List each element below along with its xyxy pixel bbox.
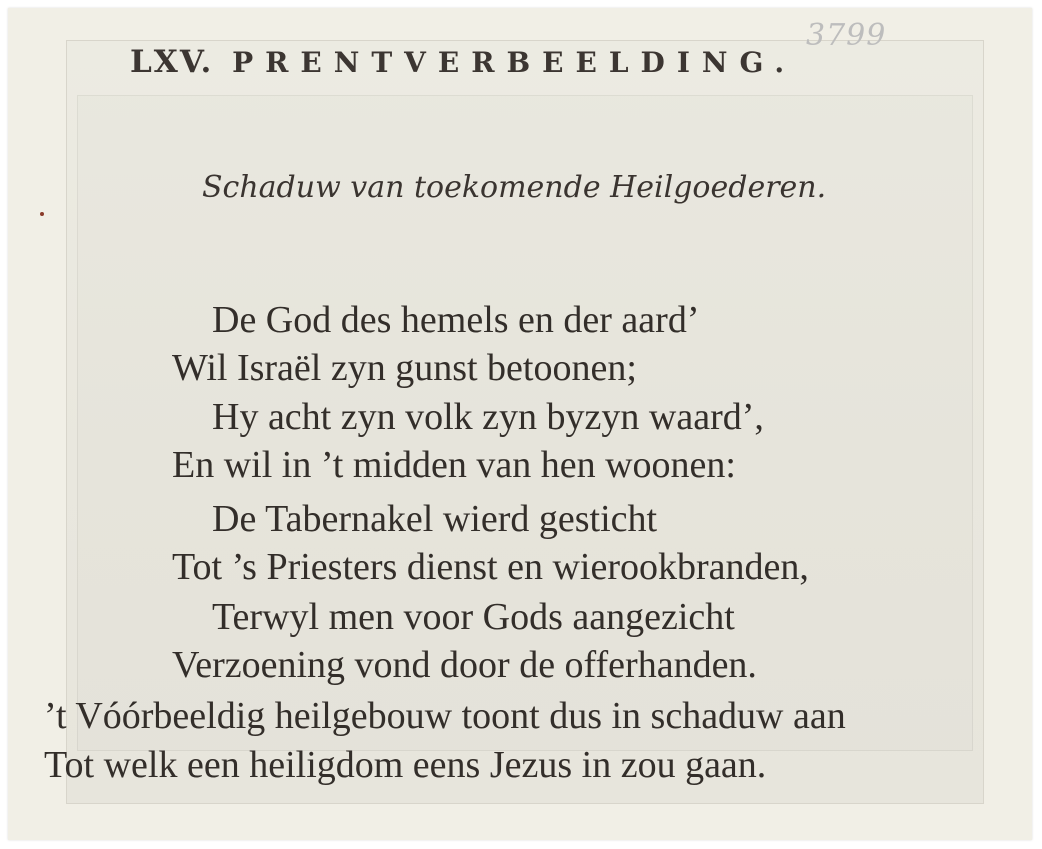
title-word: PRENTVERBEELDING. (232, 46, 797, 79)
title-number: LXV. (130, 44, 214, 80)
subtitle: Schaduw van toekomende Heilgoederen. (202, 170, 827, 205)
page-title (130, 44, 796, 80)
poem-line: Terwyl men voor Gods aangezicht (212, 596, 735, 638)
poem-line: Tot ’s Priesters dienst en wierookbranden, (172, 546, 809, 588)
poem-line: De Tabernakel wierd gesticht (212, 498, 658, 540)
poem-line: Tot welk een heiligdom eens Jezus in zou gaan. (44, 744, 767, 786)
poem-line: En wil in ’t midden van hen woonen: (172, 444, 736, 486)
poem-line: Verzoening vond door de offerhanden. (172, 644, 757, 686)
poem-line: Hy acht zyn volk zyn byzyn waard’, (212, 396, 764, 438)
ink-speck (40, 212, 44, 216)
inventory-number: 3799 (806, 18, 887, 53)
poem-line: Wil Israël zyn gunst betoonen; (172, 347, 637, 389)
poem-line: De God des hemels en der aard’ (212, 299, 700, 341)
poem-line: ’t Vóórbeeldig heilgebouw toont dus in schaduw aan (44, 695, 846, 737)
